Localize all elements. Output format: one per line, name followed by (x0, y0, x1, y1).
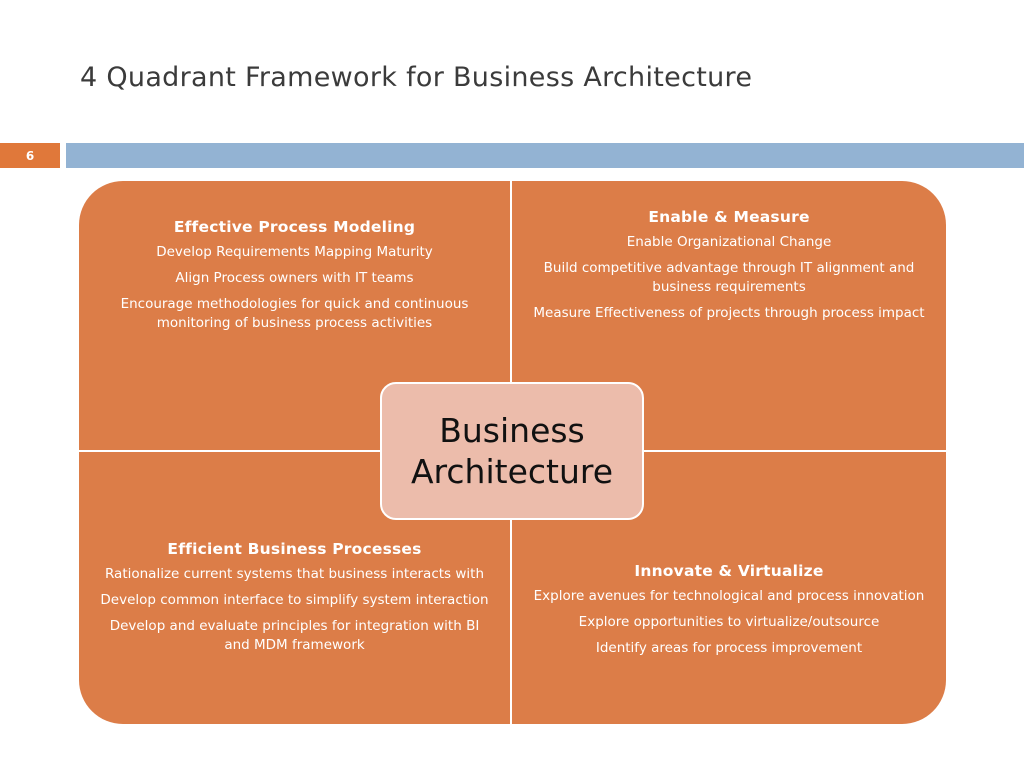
slide-title: 4 Quadrant Framework for Business Architecture (80, 62, 753, 93)
quadrant-item: Explore avenues for technological and process innovation (533, 588, 925, 604)
quadrant-item: Develop Requirements Mapping Maturity (156, 244, 433, 260)
quadrant-heading: Efficient Business Processes (167, 540, 422, 558)
quadrant-item: Develop common interface to simplify system interaction (100, 592, 489, 608)
header-accent-bar (66, 143, 1024, 168)
quadrant-item: Develop and evaluate principles for integration with BI and MDM framework (109, 618, 480, 653)
quadrant-item: Build competitive advantage through IT alignment and business requirements (543, 260, 915, 295)
quadrant-item: Measure Effectiveness of projects through process impact (533, 305, 925, 321)
quadrant-item: Rationalize current systems that business interacts with (104, 566, 485, 582)
center-business-architecture-box (380, 382, 644, 520)
quadrant-item: Explore opportunities to virtualize/outsource (578, 614, 880, 630)
center-label-line2: Architecture (410, 452, 614, 491)
quadrant-item: Identify areas for process improvement (595, 640, 863, 656)
quadrant-heading: Innovate & Virtualize (634, 562, 824, 580)
quadrant-item: Enable Organizational Change (626, 234, 832, 250)
quadrant-item: Encourage methodologies for quick and continuous monitoring of business process activities (120, 296, 469, 331)
quadrant-heading: Enable & Measure (648, 208, 810, 226)
slide-number: 6 (0, 143, 60, 168)
center-label-line1: Business (439, 411, 585, 450)
quadrant-heading: Effective Process Modeling (173, 218, 416, 236)
quadrant-item: Align Process owners with IT teams (175, 270, 414, 286)
